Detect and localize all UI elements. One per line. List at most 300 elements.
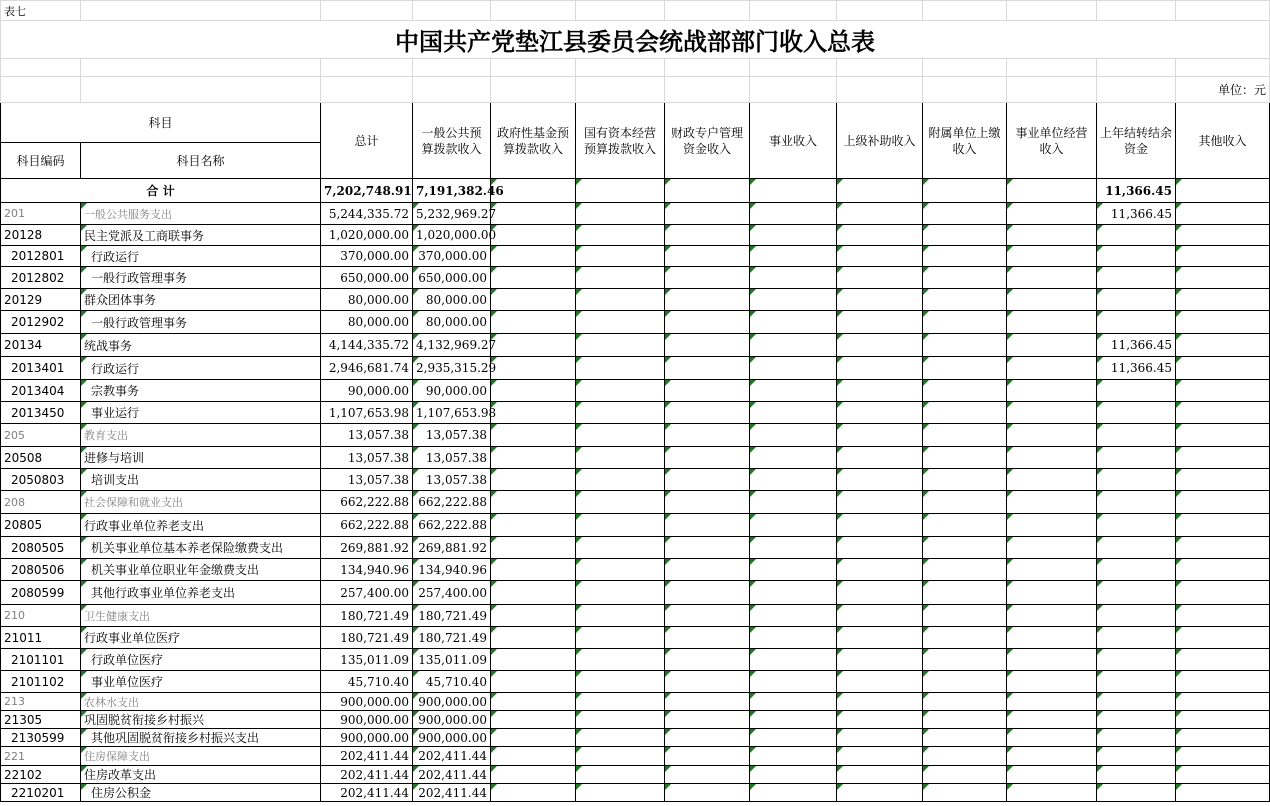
empty-cell[interactable] <box>665 747 750 766</box>
row-code[interactable]: 2013450 <box>1 402 81 424</box>
row-name[interactable]: 宗教事务 <box>81 380 321 402</box>
empty-cell[interactable] <box>1176 747 1270 766</box>
total-carryover[interactable]: 11,366.45 <box>1097 179 1176 203</box>
empty-cell[interactable] <box>750 711 837 729</box>
row-name[interactable]: 事业单位医疗 <box>81 671 321 693</box>
row-general[interactable]: 2,935,315.29 <box>413 357 491 380</box>
empty-cell[interactable] <box>1176 766 1270 784</box>
header-business-income[interactable]: 事业收入 <box>750 103 837 179</box>
header-other-income[interactable]: 其他收入 <box>1176 103 1270 179</box>
empty-cell[interactable] <box>1007 559 1097 581</box>
empty-cell[interactable] <box>1176 380 1270 402</box>
row-name[interactable]: 行政单位医疗 <box>81 649 321 671</box>
empty-cell[interactable] <box>576 334 665 357</box>
row-carryover[interactable] <box>1097 627 1176 649</box>
empty-cell[interactable] <box>1007 179 1097 203</box>
empty-cell[interactable] <box>1007 693 1097 711</box>
empty-cell[interactable] <box>837 729 923 747</box>
row-total[interactable]: 5,244,335.72 <box>321 203 413 225</box>
empty-cell[interactable] <box>837 311 923 334</box>
empty-cell[interactable] <box>837 605 923 627</box>
row-general[interactable]: 80,000.00 <box>413 311 491 334</box>
empty-cell[interactable] <box>665 514 750 537</box>
empty-cell[interactable] <box>491 289 576 311</box>
row-carryover[interactable] <box>1097 766 1176 784</box>
row-total[interactable]: 370,000.00 <box>321 246 413 267</box>
empty-cell[interactable] <box>1007 649 1097 671</box>
row-total[interactable]: 900,000.00 <box>321 729 413 747</box>
row-total[interactable]: 13,057.38 <box>321 424 413 447</box>
empty-cell[interactable] <box>576 491 665 514</box>
empty-cell[interactable] <box>923 311 1007 334</box>
empty-cell[interactable] <box>1176 402 1270 424</box>
row-total[interactable]: 180,721.49 <box>321 627 413 649</box>
empty-cell[interactable] <box>491 491 576 514</box>
empty-cell[interactable] <box>923 514 1007 537</box>
empty-cell[interactable] <box>491 784 576 802</box>
row-total[interactable]: 202,411.44 <box>321 747 413 766</box>
empty-cell[interactable] <box>923 747 1007 766</box>
empty-cell[interactable] <box>665 203 750 225</box>
empty-cell[interactable] <box>576 447 665 469</box>
empty-cell[interactable] <box>491 693 576 711</box>
row-general[interactable]: 900,000.00 <box>413 729 491 747</box>
empty-cell[interactable] <box>923 246 1007 267</box>
empty-cell[interactable] <box>576 729 665 747</box>
row-code[interactable]: 205 <box>1 424 81 447</box>
row-code[interactable]: 221 <box>1 747 81 766</box>
row-code[interactable]: 2080506 <box>1 559 81 581</box>
empty-cell[interactable] <box>923 581 1007 605</box>
empty-cell[interactable] <box>491 334 576 357</box>
empty-cell[interactable] <box>1007 447 1097 469</box>
empty-cell[interactable] <box>1176 289 1270 311</box>
empty-cell[interactable] <box>750 357 837 380</box>
row-carryover[interactable] <box>1097 246 1176 267</box>
empty-cell[interactable] <box>576 380 665 402</box>
header-operating-income[interactable]: 事业单位经营收入 <box>1007 103 1097 179</box>
empty-cell[interactable] <box>576 357 665 380</box>
empty-cell[interactable] <box>923 179 1007 203</box>
row-code[interactable]: 213 <box>1 693 81 711</box>
empty-cell[interactable] <box>1007 267 1097 289</box>
header-carryover[interactable]: 上年结转结余资金 <box>1097 103 1176 179</box>
row-code[interactable]: 2012801 <box>1 246 81 267</box>
row-code[interactable]: 201 <box>1 203 81 225</box>
empty-cell[interactable] <box>750 514 837 537</box>
row-total[interactable]: 650,000.00 <box>321 267 413 289</box>
empty-cell[interactable] <box>491 203 576 225</box>
empty-cell[interactable] <box>1007 605 1097 627</box>
empty-cell[interactable] <box>923 447 1007 469</box>
empty-cell[interactable] <box>837 225 923 246</box>
empty-cell[interactable] <box>1176 605 1270 627</box>
total-total[interactable]: 7,202,748.91 <box>321 179 413 203</box>
row-carryover[interactable]: 11,366.45 <box>1097 357 1176 380</box>
empty-cell[interactable] <box>576 179 665 203</box>
empty-cell[interactable] <box>491 649 576 671</box>
empty-cell[interactable] <box>923 424 1007 447</box>
empty-cell[interactable] <box>837 581 923 605</box>
row-general[interactable]: 662,222.88 <box>413 491 491 514</box>
row-name[interactable]: 其他巩固脱贫衔接乡村振兴支出 <box>81 729 321 747</box>
empty-cell[interactable] <box>837 289 923 311</box>
empty-cell[interactable] <box>837 784 923 802</box>
empty-cell[interactable] <box>665 491 750 514</box>
empty-cell[interactable] <box>750 267 837 289</box>
row-carryover[interactable] <box>1097 693 1176 711</box>
empty-cell[interactable] <box>665 289 750 311</box>
row-name[interactable]: 事业运行 <box>81 402 321 424</box>
header-subject[interactable]: 科目 <box>1 103 321 143</box>
empty-cell[interactable] <box>837 514 923 537</box>
empty-cell[interactable] <box>1007 514 1097 537</box>
empty-cell[interactable] <box>750 649 837 671</box>
row-general[interactable]: 900,000.00 <box>413 693 491 711</box>
row-carryover[interactable] <box>1097 514 1176 537</box>
empty-cell[interactable] <box>923 627 1007 649</box>
empty-cell[interactable] <box>750 380 837 402</box>
empty-cell[interactable] <box>750 203 837 225</box>
row-total[interactable]: 134,940.96 <box>321 559 413 581</box>
empty-cell[interactable] <box>923 605 1007 627</box>
row-total[interactable]: 662,222.88 <box>321 491 413 514</box>
row-total[interactable]: 13,057.38 <box>321 469 413 491</box>
row-name[interactable]: 机关事业单位基本养老保险缴费支出 <box>81 537 321 559</box>
empty-cell[interactable] <box>923 357 1007 380</box>
row-name[interactable]: 群众团体事务 <box>81 289 321 311</box>
empty-cell[interactable] <box>665 766 750 784</box>
row-general[interactable]: 900,000.00 <box>413 711 491 729</box>
row-general[interactable]: 1,020,000.00 <box>413 225 491 246</box>
row-total[interactable]: 90,000.00 <box>321 380 413 402</box>
empty-cell[interactable] <box>1176 447 1270 469</box>
row-total[interactable]: 900,000.00 <box>321 711 413 729</box>
row-carryover[interactable]: 11,366.45 <box>1097 203 1176 225</box>
row-code[interactable]: 208 <box>1 491 81 514</box>
empty-cell[interactable] <box>750 469 837 491</box>
empty-cell[interactable] <box>750 605 837 627</box>
empty-cell[interactable] <box>491 711 576 729</box>
row-general[interactable]: 80,000.00 <box>413 289 491 311</box>
row-name[interactable]: 一般公共服务支出 <box>81 203 321 225</box>
empty-cell[interactable] <box>837 402 923 424</box>
empty-cell[interactable] <box>1007 491 1097 514</box>
empty-cell[interactable] <box>1007 334 1097 357</box>
empty-cell[interactable] <box>1007 380 1097 402</box>
row-code[interactable]: 21305 <box>1 711 81 729</box>
row-carryover[interactable] <box>1097 424 1176 447</box>
empty-cell[interactable] <box>923 784 1007 802</box>
row-carryover[interactable] <box>1097 402 1176 424</box>
empty-cell[interactable] <box>750 693 837 711</box>
empty-cell[interactable] <box>1176 671 1270 693</box>
empty-cell[interactable] <box>576 605 665 627</box>
header-general-budget[interactable]: 一般公共预算拨款收入 <box>413 103 491 179</box>
row-name[interactable]: 行政运行 <box>81 246 321 267</box>
row-name[interactable]: 卫生健康支出 <box>81 605 321 627</box>
row-general[interactable]: 90,000.00 <box>413 380 491 402</box>
empty-cell[interactable] <box>491 311 576 334</box>
empty-cell[interactable] <box>491 559 576 581</box>
empty-cell[interactable] <box>491 514 576 537</box>
row-general[interactable]: 5,232,969.27 <box>413 203 491 225</box>
row-name[interactable]: 行政事业单位医疗 <box>81 627 321 649</box>
row-total[interactable]: 2,946,681.74 <box>321 357 413 380</box>
row-name[interactable]: 一般行政管理事务 <box>81 267 321 289</box>
empty-cell[interactable] <box>1007 311 1097 334</box>
row-name[interactable]: 统战事务 <box>81 334 321 357</box>
empty-cell[interactable] <box>1007 402 1097 424</box>
row-name[interactable]: 培训支出 <box>81 469 321 491</box>
empty-cell[interactable] <box>1007 581 1097 605</box>
row-total[interactable]: 257,400.00 <box>321 581 413 605</box>
row-code[interactable]: 2130599 <box>1 729 81 747</box>
empty-cell[interactable] <box>491 357 576 380</box>
row-carryover[interactable] <box>1097 747 1176 766</box>
empty-cell[interactable] <box>750 402 837 424</box>
total-general[interactable]: 7,191,382.46 <box>413 179 491 203</box>
row-code[interactable]: 21011 <box>1 627 81 649</box>
row-code[interactable]: 20129 <box>1 289 81 311</box>
empty-cell[interactable] <box>750 671 837 693</box>
row-name[interactable]: 行政运行 <box>81 357 321 380</box>
row-total[interactable]: 45,710.40 <box>321 671 413 693</box>
empty-cell[interactable] <box>491 447 576 469</box>
empty-cell[interactable] <box>1176 514 1270 537</box>
empty-cell[interactable] <box>491 581 576 605</box>
row-carryover[interactable] <box>1097 491 1176 514</box>
empty-cell[interactable] <box>665 729 750 747</box>
empty-cell[interactable] <box>750 246 837 267</box>
empty-cell[interactable] <box>576 693 665 711</box>
empty-cell[interactable] <box>923 380 1007 402</box>
row-general[interactable]: 370,000.00 <box>413 246 491 267</box>
empty-cell[interactable] <box>1007 747 1097 766</box>
empty-cell[interactable] <box>1176 179 1270 203</box>
empty-cell[interactable] <box>750 289 837 311</box>
row-code[interactable]: 2210201 <box>1 784 81 802</box>
empty-cell[interactable] <box>1007 246 1097 267</box>
row-carryover[interactable] <box>1097 267 1176 289</box>
empty-cell[interactable] <box>923 693 1007 711</box>
row-name[interactable]: 机关事业单位职业年金缴费支出 <box>81 559 321 581</box>
row-total[interactable]: 269,881.92 <box>321 537 413 559</box>
empty-cell[interactable] <box>491 469 576 491</box>
empty-cell[interactable] <box>750 729 837 747</box>
empty-cell[interactable] <box>750 766 837 784</box>
empty-cell[interactable] <box>923 729 1007 747</box>
empty-cell[interactable] <box>576 469 665 491</box>
total-label[interactable]: 合 计 <box>1 179 321 203</box>
empty-cell[interactable] <box>750 627 837 649</box>
row-carryover[interactable] <box>1097 559 1176 581</box>
empty-cell[interactable] <box>576 246 665 267</box>
empty-cell[interactable] <box>576 289 665 311</box>
row-code[interactable]: 2080599 <box>1 581 81 605</box>
row-carryover[interactable] <box>1097 671 1176 693</box>
row-code[interactable]: 20134 <box>1 334 81 357</box>
row-name[interactable]: 住房公积金 <box>81 784 321 802</box>
row-carryover[interactable] <box>1097 581 1176 605</box>
empty-cell[interactable] <box>576 424 665 447</box>
row-general[interactable]: 134,940.96 <box>413 559 491 581</box>
empty-cell[interactable] <box>1176 203 1270 225</box>
empty-cell[interactable] <box>665 246 750 267</box>
empty-cell[interactable] <box>837 357 923 380</box>
row-general[interactable]: 257,400.00 <box>413 581 491 605</box>
empty-cell[interactable] <box>665 334 750 357</box>
row-general[interactable]: 202,411.44 <box>413 784 491 802</box>
row-code[interactable]: 210 <box>1 605 81 627</box>
empty-cell[interactable] <box>923 649 1007 671</box>
empty-cell[interactable] <box>923 766 1007 784</box>
empty-cell[interactable] <box>750 311 837 334</box>
header-superior-subsidy[interactable]: 上级补助收入 <box>837 103 923 179</box>
empty-cell[interactable] <box>923 289 1007 311</box>
empty-cell[interactable] <box>837 491 923 514</box>
empty-cell[interactable] <box>923 267 1007 289</box>
empty-cell[interactable] <box>750 581 837 605</box>
empty-cell[interactable] <box>837 267 923 289</box>
row-carryover[interactable] <box>1097 537 1176 559</box>
empty-cell[interactable] <box>1007 766 1097 784</box>
empty-cell[interactable] <box>576 267 665 289</box>
empty-cell[interactable] <box>923 334 1007 357</box>
empty-cell[interactable] <box>1007 424 1097 447</box>
empty-cell[interactable] <box>1007 784 1097 802</box>
empty-cell[interactable] <box>665 311 750 334</box>
empty-cell[interactable] <box>665 357 750 380</box>
empty-cell[interactable] <box>923 671 1007 693</box>
header-state-capital[interactable]: 国有资本经营预算拨款收入 <box>576 103 665 179</box>
empty-cell[interactable] <box>576 225 665 246</box>
empty-cell[interactable] <box>923 711 1007 729</box>
empty-cell[interactable] <box>491 729 576 747</box>
row-total[interactable]: 180,721.49 <box>321 605 413 627</box>
header-subject-name[interactable]: 科目名称 <box>81 143 321 179</box>
empty-cell[interactable] <box>665 693 750 711</box>
row-general[interactable]: 45,710.40 <box>413 671 491 693</box>
row-total[interactable]: 662,222.88 <box>321 514 413 537</box>
row-name[interactable]: 教育支出 <box>81 424 321 447</box>
row-total[interactable]: 1,107,653.98 <box>321 402 413 424</box>
empty-cell[interactable] <box>1176 711 1270 729</box>
empty-cell[interactable] <box>1176 424 1270 447</box>
row-general[interactable]: 13,057.38 <box>413 469 491 491</box>
row-carryover[interactable] <box>1097 447 1176 469</box>
empty-cell[interactable] <box>923 203 1007 225</box>
empty-cell[interactable] <box>750 334 837 357</box>
empty-cell[interactable] <box>1176 469 1270 491</box>
empty-cell[interactable] <box>665 402 750 424</box>
empty-cell[interactable] <box>750 447 837 469</box>
row-total[interactable]: 202,411.44 <box>321 766 413 784</box>
empty-cell[interactable] <box>665 267 750 289</box>
empty-cell[interactable] <box>1007 225 1097 246</box>
empty-cell[interactable] <box>1176 784 1270 802</box>
empty-cell[interactable] <box>923 491 1007 514</box>
empty-cell[interactable] <box>576 627 665 649</box>
empty-cell[interactable] <box>1176 225 1270 246</box>
empty-cell[interactable] <box>1176 559 1270 581</box>
empty-cell[interactable] <box>491 671 576 693</box>
empty-cell[interactable] <box>491 246 576 267</box>
empty-cell[interactable] <box>1007 711 1097 729</box>
row-total[interactable]: 135,011.09 <box>321 649 413 671</box>
empty-cell[interactable] <box>665 649 750 671</box>
empty-cell[interactable] <box>1176 267 1270 289</box>
row-total[interactable]: 1,020,000.00 <box>321 225 413 246</box>
empty-cell[interactable] <box>1176 649 1270 671</box>
empty-cell[interactable] <box>491 179 576 203</box>
header-subject-code[interactable]: 科目编码 <box>1 143 81 179</box>
empty-cell[interactable] <box>665 469 750 491</box>
empty-cell[interactable] <box>576 649 665 671</box>
row-code[interactable]: 22102 <box>1 766 81 784</box>
row-total[interactable]: 4,144,335.72 <box>321 334 413 357</box>
empty-cell[interactable] <box>491 766 576 784</box>
row-carryover[interactable] <box>1097 469 1176 491</box>
empty-cell[interactable] <box>491 424 576 447</box>
empty-cell[interactable] <box>1176 693 1270 711</box>
empty-cell[interactable] <box>1176 311 1270 334</box>
empty-cell[interactable] <box>1007 357 1097 380</box>
empty-cell[interactable] <box>1007 671 1097 693</box>
row-name[interactable]: 巩固脱贫衔接乡村振兴 <box>81 711 321 729</box>
row-carryover[interactable] <box>1097 289 1176 311</box>
row-general[interactable]: 202,411.44 <box>413 747 491 766</box>
row-carryover[interactable] <box>1097 649 1176 671</box>
empty-cell[interactable] <box>923 402 1007 424</box>
empty-cell[interactable] <box>1007 537 1097 559</box>
row-code[interactable]: 2013401 <box>1 357 81 380</box>
row-total[interactable]: 80,000.00 <box>321 311 413 334</box>
row-code[interactable]: 2101102 <box>1 671 81 693</box>
empty-cell[interactable] <box>576 581 665 605</box>
empty-cell[interactable] <box>665 711 750 729</box>
empty-cell[interactable] <box>665 225 750 246</box>
empty-cell[interactable] <box>1176 581 1270 605</box>
empty-cell[interactable] <box>491 605 576 627</box>
row-total[interactable]: 80,000.00 <box>321 289 413 311</box>
row-code[interactable]: 20805 <box>1 514 81 537</box>
empty-cell[interactable] <box>576 537 665 559</box>
row-carryover[interactable]: 11,366.45 <box>1097 334 1176 357</box>
empty-cell[interactable] <box>750 784 837 802</box>
row-total[interactable]: 202,411.44 <box>321 784 413 802</box>
empty-cell[interactable] <box>1176 729 1270 747</box>
empty-cell[interactable] <box>1176 537 1270 559</box>
row-general[interactable]: 13,057.38 <box>413 424 491 447</box>
empty-cell[interactable] <box>837 246 923 267</box>
empty-cell[interactable] <box>750 747 837 766</box>
empty-cell[interactable] <box>491 537 576 559</box>
empty-cell[interactable] <box>837 203 923 225</box>
row-carryover[interactable] <box>1097 311 1176 334</box>
empty-cell[interactable] <box>837 766 923 784</box>
empty-cell[interactable] <box>1176 627 1270 649</box>
row-code[interactable]: 2050803 <box>1 469 81 491</box>
row-general[interactable]: 4,132,969.27 <box>413 334 491 357</box>
row-code[interactable]: 20128 <box>1 225 81 246</box>
empty-cell[interactable] <box>837 747 923 766</box>
page-title[interactable]: 中国共产党垫江县委员会统战部部门收入总表 <box>1 21 1270 59</box>
row-general[interactable]: 135,011.09 <box>413 649 491 671</box>
row-general[interactable]: 269,881.92 <box>413 537 491 559</box>
empty-cell[interactable] <box>576 559 665 581</box>
row-carryover[interactable] <box>1097 784 1176 802</box>
